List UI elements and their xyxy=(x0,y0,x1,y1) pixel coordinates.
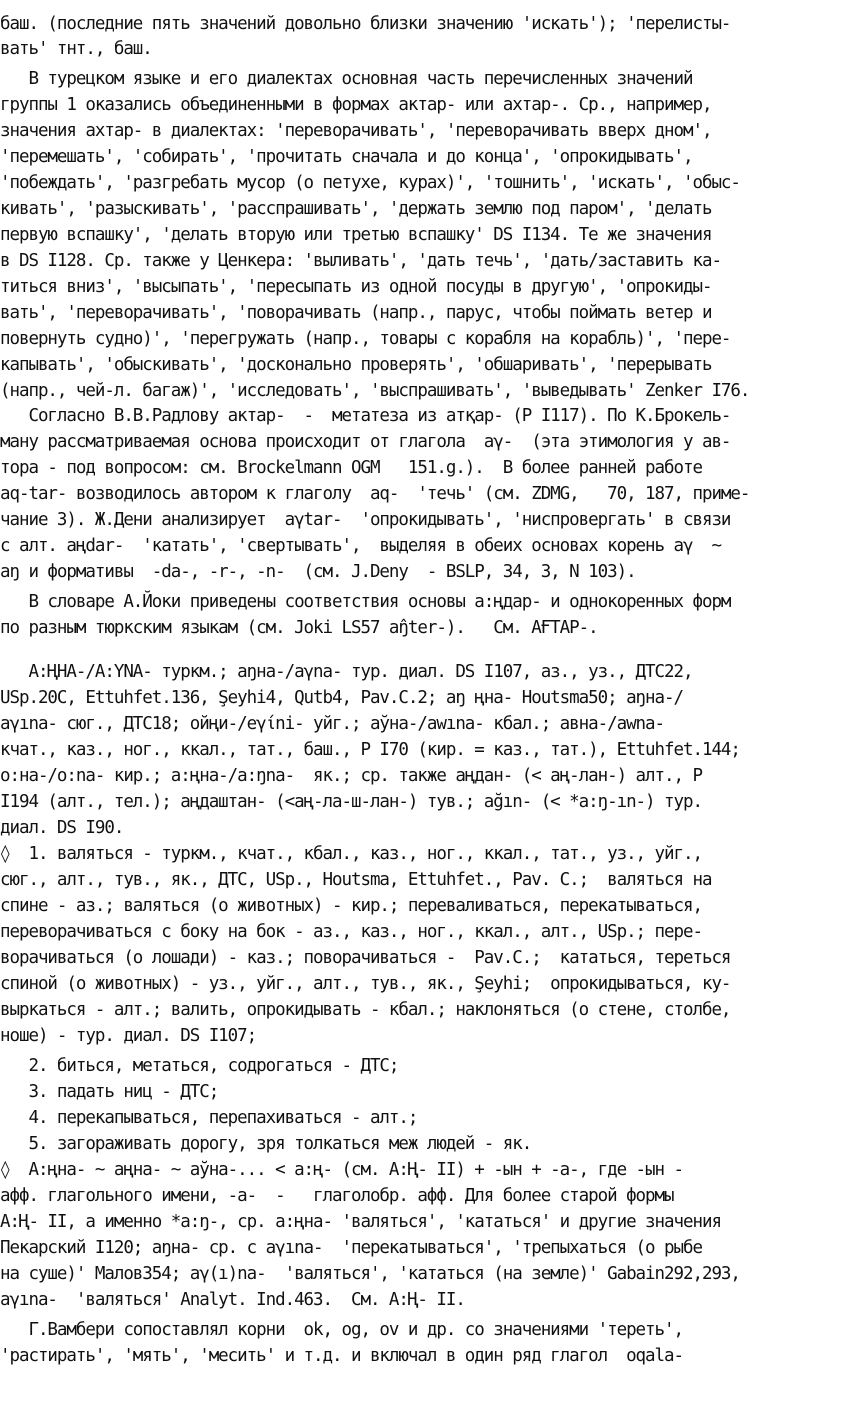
text-line: на суше)' Малов354; aγ(ı)na- 'валяться', 'кататься (на земле)' Gabain292,293, xyxy=(0,1264,740,1284)
text-line: сюг., алт., тув., як., ДТС, USp., Houtsma, Ettuhfet., Pav. C.; валяться на xyxy=(0,870,712,890)
text-line: спине - аз.; валяться (о животных) - кир.; переваливаться, перекатываться, xyxy=(0,896,702,916)
text-line: в DS I128. Ср. также у Ценкера: 'выливать', 'дать течь', 'дать/заставить ка- xyxy=(0,251,721,271)
text-line: кивать', 'разыскивать', 'расспрашивать', 'держать землю под паром', 'делать xyxy=(0,199,712,219)
text-line: кчат., каз., ног., ккал., тат., баш., Р I70 (кир. = каз., тат.), Ettuhfet.144; xyxy=(0,740,740,760)
text-line: Пекарский I120; аŋна- ср. с aγına- 'перекатываться', 'трепыхаться (о рыбе xyxy=(0,1238,702,1258)
text-line: аγına- сюг., ДТС18; ойңи-/еγίni- уйг.; аўна-/awına- кбал.; авна-/awna- xyxy=(0,714,665,734)
text-line: Согласно В.В.Радлову актар- - метатеза из атқар- (Р I117). По К.Брокель- xyxy=(0,406,731,426)
text-line: переворачиваться с боку на бок - аз., каз., ног., ккал., алт., USp.; пере- xyxy=(0,922,702,942)
text-line: группы 1 оказались объединенными в формах aктар- или ахтар-. Ср., например, xyxy=(0,95,712,115)
text-line: (напр., чей-л. багаж)', 'исследовать', 'выспрашивать', 'выведывать' Zenker I76. xyxy=(0,381,750,401)
text-line: 'побеждать', 'разгребать мусор (о петухе, курах)', 'тошнить', 'искать', 'обыс- xyxy=(0,173,740,193)
text-line: вать', 'переворачивать', 'поворачивать (напр., парус, чтобы поймать ветер и xyxy=(0,303,712,323)
text-line: В турецком языке и его диалектах основная часть перечисленных значений xyxy=(0,69,693,89)
text-line: спиной (о животных) - уз., уйг., алт., тув., як., Şeyhi; опрокидываться, ку- xyxy=(0,974,731,994)
text-line: по разным тюркским языкам (см. Joki LS57 aŋ̂ter-). См. АҒТАР-. xyxy=(0,618,598,638)
text-line: капывать', 'обыскивать', 'досконально проверять', 'обшаривать', 'перерывать xyxy=(0,355,712,375)
text-line: вать' тнт., баш. xyxy=(0,39,152,59)
text-line: первую вспашку', 'делать вторую или третью вспашку' DS I134. Те же значения xyxy=(0,225,712,245)
text-line: 2. биться, метаться, содрогаться - ДТС; xyxy=(0,1056,399,1076)
text-line: 3. падать ниц - ДТС; xyxy=(0,1082,219,1102)
text-line: 'перемешать', 'собирать', 'прочитать сначала и до конца', 'опрокидывать', xyxy=(0,147,693,167)
text-line: чание 3). Ж.Дени анализирует aγtar- 'опрокидывать', 'ниспровергать' в связи xyxy=(0,510,731,530)
text-line: афф. глагольного имени, -а- - глаголобр. афф. Для более старой формы xyxy=(0,1186,674,1206)
text-line: о:на-/о:na- кир.; а:ңна-/а:ŋna- як.; ср. также аңдан- (< аң-лан-) алт., Р xyxy=(0,766,702,786)
text-line: 'растирать', 'мять', 'месить' и т.д. и включал в один ряд глагол oqala- xyxy=(0,1346,683,1366)
text-line: USp.20C, Ettuhfet.136, Şeyhi4, Qutb4, Pav.C.2; aŋ ңна- Houtsma50; аŋна-/ xyxy=(0,688,683,708)
text-line: А:ҢНА-/А:ΥNA- туркм.; аŋна-/аγna- тур. диал. DS I107, аз., уз., ДТС22, xyxy=(0,662,693,682)
text-line: баш. (последние пять значений довольно близки значению 'искать'); 'перелисты- xyxy=(0,14,731,34)
text-line: аŋ и формативы -da-, -r-, -n- (см. J.Deny - BSLP, 34, 3, N 103). xyxy=(0,562,636,582)
text-line: Г.Вамбери сопоставлял корни ok, og, ov и др. со значениями 'тереть', xyxy=(0,1320,683,1340)
text-line: титься вниз', 'высыпать', 'пересыпать из одной посуды в другую', 'опрокиды- xyxy=(0,277,712,297)
text-line: В словаре А.Йоки приведены соответствия основы а:ңдар- и однокоренных форм xyxy=(0,592,731,612)
text-line: aγına- 'валяться' Analyt. Ind.463. См. А:Ң- II. xyxy=(0,1290,465,1310)
text-line: выркаться - алт.; валить, опрокидывать - кбал.; наклоняться (о стене, столбе, xyxy=(0,1000,731,1020)
text-line: aq-tar- возводилось автором к глаголу aq- 'течь' (см. ZDMG, 70, 187, приме- xyxy=(0,484,750,504)
text-line: 4. перекапываться, перепахиваться - алт.; xyxy=(0,1108,418,1128)
text-line: значения ахтар- в диалектах: 'переворачивать', 'переворачивать вверх дном', xyxy=(0,121,712,141)
text-line: тора - под вопросом: см. Brockelmann OGM 151.g.). В более ранней работе xyxy=(0,458,702,478)
text-line: 5. загораживать дорогу, зря толкаться меж людей - як. xyxy=(0,1134,532,1154)
text-line: ◊ 1. валяться - туркм., кчат., кбал., каз., ног., ккал., тат., уз., уйг., xyxy=(0,844,702,864)
text-line: А:Ң- II, а именно *а:ŋ-, ср. а:ңна- 'валяться', 'кататься' и другие значения xyxy=(0,1212,721,1232)
text-line: ◊ А:ңна- ~ аңна- ~ аўна-... < а:ң- (см. А:Ң- II) + -ын + -а-, где -ын - xyxy=(0,1160,683,1180)
text-line: диал. DS I90. xyxy=(0,818,124,838)
text-line: ворачиваться (о лошади) - каз.; поворачиваться - Pav.C.; кататься, тереться xyxy=(0,948,731,968)
text-line: повернуть судно)', 'перегружать (напр., товары с корабля на корабль)', 'пере- xyxy=(0,329,731,349)
text-line: ману рассматриваемая основа происходит от глагола аγ- (эта этимология у ав- xyxy=(0,432,731,452)
text-line: I194 (алт., тел.); аңдаштан- (<аң-ла-ш-лан-) тув.; ağın- (< *а:ŋ-ın-) тур. xyxy=(0,792,702,812)
text-line: ноше) - тур. диал. DS I107; xyxy=(0,1026,257,1046)
text-line: с алт. aңdar- 'катать', 'свертывать', выделяя в обеих основах корень аγ ~ xyxy=(0,536,721,556)
